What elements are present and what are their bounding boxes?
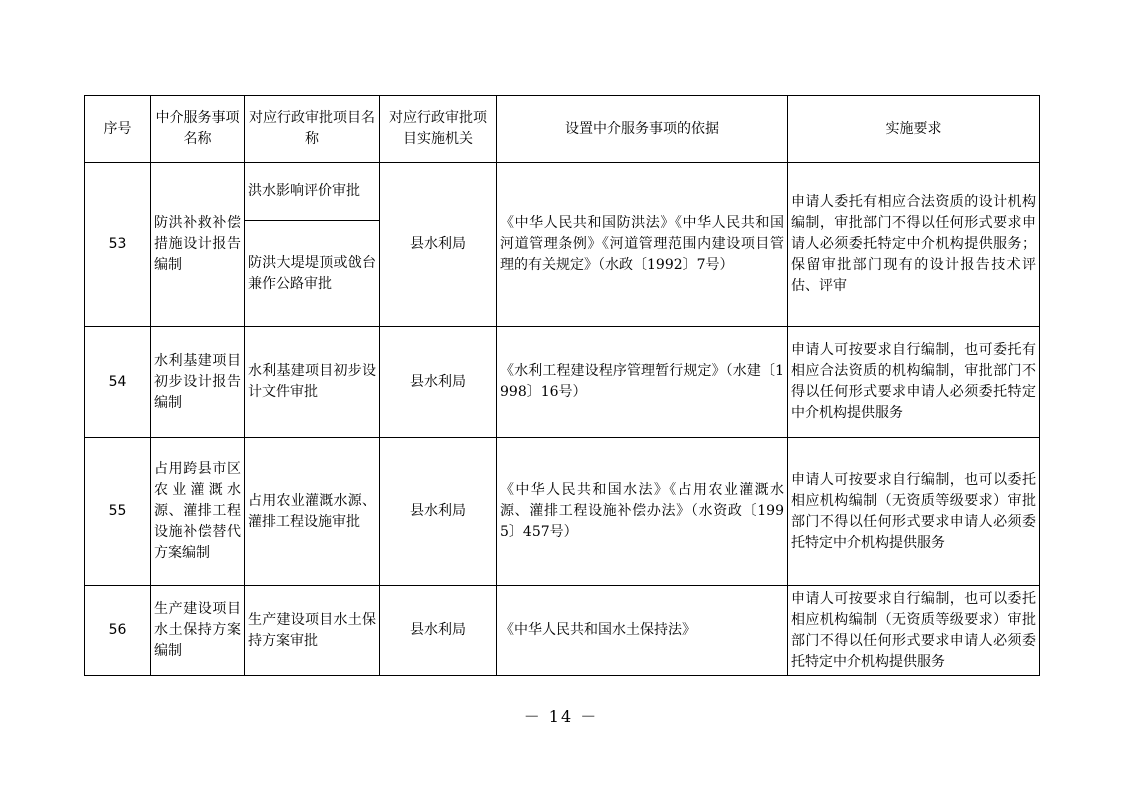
header-service-name: 中介服务事项名称 bbox=[151, 96, 245, 163]
approval-item-cell: 防洪大堤堤顶或戗台兼作公路审批 bbox=[245, 221, 380, 327]
requirements-cell: 申请人可按要求自行编制，也可以委托相应机构编制（无资质等级要求）审批部门不得以任何形式要求申请人必须委托特定中介机构提供服务 bbox=[788, 586, 1040, 676]
table-row bbox=[85, 163, 1040, 221]
basis-cell: 《中华人民共和国水法》《占用农业灌溉水源、灌排工程设施补偿办法》（水资政〔1995〕457号） bbox=[497, 438, 788, 586]
basis-cell: 《中华人民共和国防洪法》《中华人民共和国河道管理条例》《河道管理范围内建设项目管理的有关规定》（水政〔1992〕7号） bbox=[497, 163, 788, 327]
seq-cell: 54 bbox=[85, 327, 151, 438]
agency-cell: 县水利局 bbox=[380, 438, 497, 586]
agency-cell: 县水利局 bbox=[380, 327, 497, 438]
agency-cell: 县水利局 bbox=[380, 586, 497, 676]
header-approval-item: 对应行政审批项目名称 bbox=[245, 96, 380, 163]
service-name-cell: 生产建设项目水土保持方案编制 bbox=[151, 586, 245, 676]
agency-cell: 县水利局 bbox=[380, 163, 497, 327]
page-number: － 14 － bbox=[523, 707, 599, 726]
service-name-cell: 水利基建项目初步设计报告编制 bbox=[151, 327, 245, 438]
table-row bbox=[85, 327, 1040, 438]
header-agency: 对应行政审批项目实施机关 bbox=[380, 96, 497, 163]
service-name-cell: 占用跨县市区农业灌溉水源、灌排工程设施补偿替代方案编制 bbox=[151, 438, 245, 586]
requirements-cell: 申请人可按要求自行编制，也可以委托相应机构编制（无资质等级要求）审批部门不得以任何形式要求申请人必须委托特定中介机构提供服务 bbox=[788, 438, 1040, 586]
approval-item-cell: 水利基建项目初步设计文件审批 bbox=[245, 327, 380, 438]
basis-cell: 《水利工程建设程序管理暂行规定》（水建〔1998〕16号） bbox=[497, 327, 788, 438]
header-basis: 设置中介服务事项的依据 bbox=[497, 96, 788, 163]
basis-cell: 《中华人民共和国水土保持法》 bbox=[497, 586, 788, 676]
table-row bbox=[85, 586, 1040, 676]
requirements-cell: 申请人可按要求自行编制，也可委托有相应合法资质的机构编制，审批部门不得以任何形式要求申请人必须委托特定中介机构提供服务 bbox=[788, 327, 1040, 438]
header-row bbox=[85, 96, 1040, 163]
table-row bbox=[85, 438, 1040, 586]
intermediary-services-table bbox=[84, 95, 1040, 676]
requirements-cell: 申请人委托有相应合法资质的设计机构编制，审批部门不得以任何形式要求申请人必须委托特定中介机构提供服务；保留审批部门现有的设计报告技术评估、评审 bbox=[788, 163, 1040, 327]
approval-item-cell: 占用农业灌溉水源、灌排工程设施审批 bbox=[245, 438, 380, 586]
seq-cell: 56 bbox=[85, 586, 151, 676]
approval-item-cell: 洪水影响评价审批 bbox=[245, 163, 380, 221]
seq-cell: 53 bbox=[85, 163, 151, 327]
header-seq: 序号 bbox=[85, 96, 151, 163]
approval-item-cell: 生产建设项目水土保持方案审批 bbox=[245, 586, 380, 676]
service-name-cell: 防洪补救补偿措施设计报告编制 bbox=[151, 163, 245, 327]
header-requirements: 实施要求 bbox=[788, 96, 1040, 163]
seq-cell: 55 bbox=[85, 438, 151, 586]
